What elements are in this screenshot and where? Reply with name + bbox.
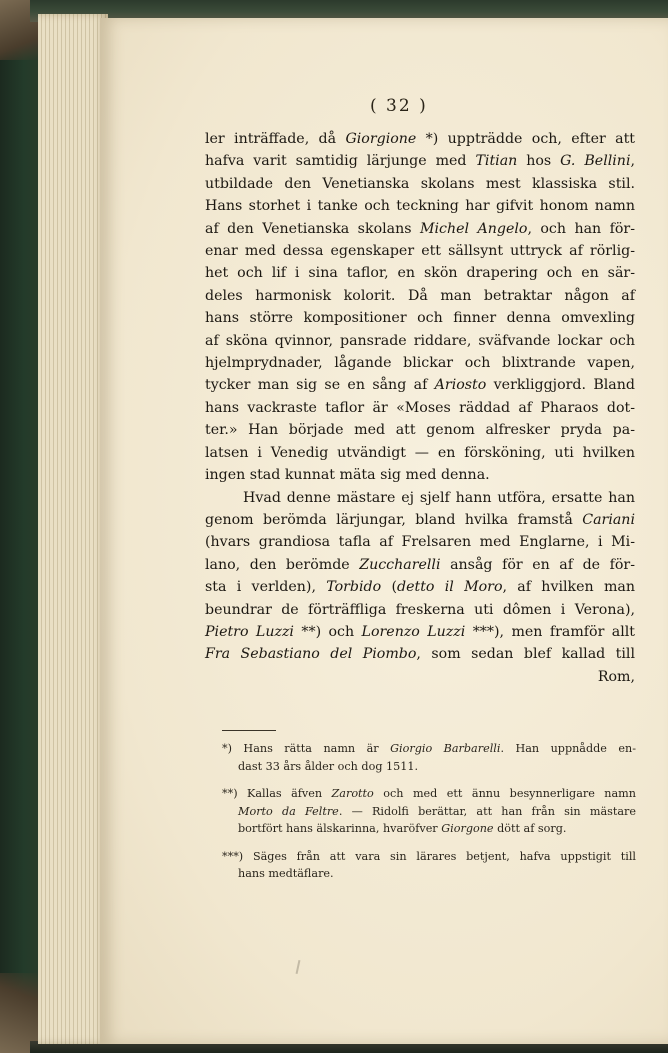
text-run: beundrar de förträffliga freskerna uti dômen i Verona), (205, 601, 635, 618)
text-run: dast 33 års ålder och dog 1511. (238, 759, 419, 773)
text-run: ***) Säges från att vara sin lärares betjent, hafva uppstigit till (222, 849, 636, 863)
body-line (205, 374, 635, 396)
text-run: , och han för- (527, 220, 635, 237)
body-line (205, 262, 635, 284)
body-line (205, 150, 635, 172)
body-line (205, 643, 635, 665)
text-run: ( (381, 579, 398, 596)
body-line (205, 173, 635, 195)
italic-text: Lorenzo Luzzi (361, 623, 466, 640)
text-run: . — Ridolfi berättar, att han från sin mästare (338, 804, 636, 818)
body-line (205, 330, 635, 352)
text-run: tycker man sig se en sång af (205, 377, 435, 394)
text-run: , (630, 153, 635, 170)
body-line (205, 419, 635, 441)
footnote-line (222, 848, 636, 866)
text-run: , af hvilken man (502, 579, 635, 596)
italic-text: Michel Angelo (419, 220, 528, 237)
text-run: Hvad denne mästare ej sjelf hann utföra, ersatte han (243, 489, 635, 506)
text-run: deles harmonisk kolorit. Då man betraktar någon af (205, 287, 635, 304)
footnote-rule (222, 730, 276, 731)
body-line (205, 218, 635, 240)
body-line (205, 554, 635, 576)
text-run: hafva varit samtidig lärjunge med (205, 153, 476, 170)
italic-text: Giorgone (441, 822, 494, 835)
footnote-line (222, 820, 636, 838)
body-line (205, 307, 635, 329)
body-line (205, 195, 635, 217)
text-run: af sköna qvinnor, pansrade riddare, sväfvande lockar och (205, 332, 635, 349)
italic-text: Giorgio Barbarelli (390, 742, 501, 755)
book-cover (0, 0, 40, 1053)
text-run: hos (517, 153, 561, 170)
body-line (205, 240, 635, 262)
text-run: **) Kallas äfven (222, 787, 332, 800)
text-run: hans vackraste taflor är «Moses räddad af Pharaos dot- (205, 399, 635, 416)
text-run: . Han uppnådde en- (500, 742, 637, 755)
text-run: dött af sorg. (493, 822, 567, 835)
italic-text: detto il Moro (397, 579, 503, 596)
body-line (205, 128, 635, 150)
text-run: ***), men framför allt (465, 623, 635, 640)
italic-text: Cariani (582, 511, 635, 528)
text-run: (hvars grandiosa tafla af Frelsaren med Englarne, i Mi- (205, 534, 635, 551)
body-line (205, 464, 635, 486)
footnote-line (222, 785, 636, 803)
text-run: af den Venetianska skolans (205, 220, 420, 237)
text-run: **) och (293, 623, 362, 640)
page-number: ( 32 ) (370, 96, 428, 116)
body-text (205, 128, 635, 688)
body-line (205, 285, 635, 307)
body-line (205, 621, 635, 643)
body-line (205, 666, 635, 688)
italic-text: Morto da Feltre (238, 804, 339, 818)
text-run: ansåg för en af de för- (440, 556, 635, 573)
text-run: hjelmprydnader, lågande blickar och blixtrande vapen, (205, 355, 635, 372)
text-run: ingen stad kunnat mäta sig med denna. (205, 467, 490, 484)
text-run: Rom, (597, 668, 635, 685)
footnote-line (222, 758, 636, 776)
body-line (205, 531, 635, 553)
italic-text: G. Bellini (560, 153, 631, 170)
text-run: *) uppträdde och, efter att (416, 131, 635, 147)
text-run: ter.» Han började med att genom alfresker pryda pa- (205, 422, 635, 439)
italic-text: Zarotto (331, 787, 374, 800)
text-run: genom berömda lärjungar, bland hvilka framstå (205, 511, 583, 528)
footnote (222, 848, 636, 883)
text-run: och med ett ännu besynnerligare namn (373, 787, 636, 800)
text-run: bortfört hans älskarinna, hvaröfver (238, 822, 442, 835)
italic-text: Pietro Luzzi (205, 623, 294, 640)
body-line (205, 487, 635, 509)
italic-text: Zuccharelli (359, 556, 441, 573)
body-line (205, 509, 635, 531)
text-run: hans medtäflare. (238, 867, 334, 880)
text-run: verkliggjord. Bland (486, 377, 635, 394)
italic-text: Torbido (326, 579, 382, 596)
body-line (205, 576, 635, 598)
page-edges (38, 14, 108, 1044)
text-run: sta i verlden), (205, 579, 327, 596)
text-run: , som sedan blef kallad till (416, 646, 635, 663)
body-line (205, 352, 635, 374)
text-run: utbildade den Venetianska skolans mest klassiska stil. (205, 175, 635, 192)
footnote (222, 740, 636, 775)
footnotes (222, 740, 636, 893)
text-run: *) Hans rätta namn är (222, 742, 391, 755)
text-run: hans större kompositioner och finner denna omvexling (205, 310, 635, 327)
body-line (205, 397, 635, 419)
footnote-line (222, 740, 636, 758)
text-run: ler inträffade, då (205, 131, 346, 147)
italic-text: Titian (475, 153, 518, 170)
footnote (222, 785, 636, 838)
text-run: enar med dessa egenskaper ett sällsynt uttryck af rörlig- (205, 243, 635, 260)
italic-text: Ariosto (434, 377, 487, 394)
text-run: lano, den berömde (205, 556, 360, 573)
italic-text: Fra Sebastiano del Piombo (205, 646, 417, 663)
text-run: het och lif i sina taflor, en skön drapering och en sär- (205, 265, 635, 282)
footnote-line (222, 865, 636, 883)
body-line (205, 442, 635, 464)
body-line (205, 599, 635, 621)
text-run: latsen i Venedig utvändigt — en försköning, uti hvilken (205, 444, 635, 461)
text-run: Hans storhet i tanke och teckning har gifvit honom namn (205, 198, 635, 215)
italic-text: Giorgione (345, 131, 417, 147)
footnote-line (222, 803, 636, 821)
